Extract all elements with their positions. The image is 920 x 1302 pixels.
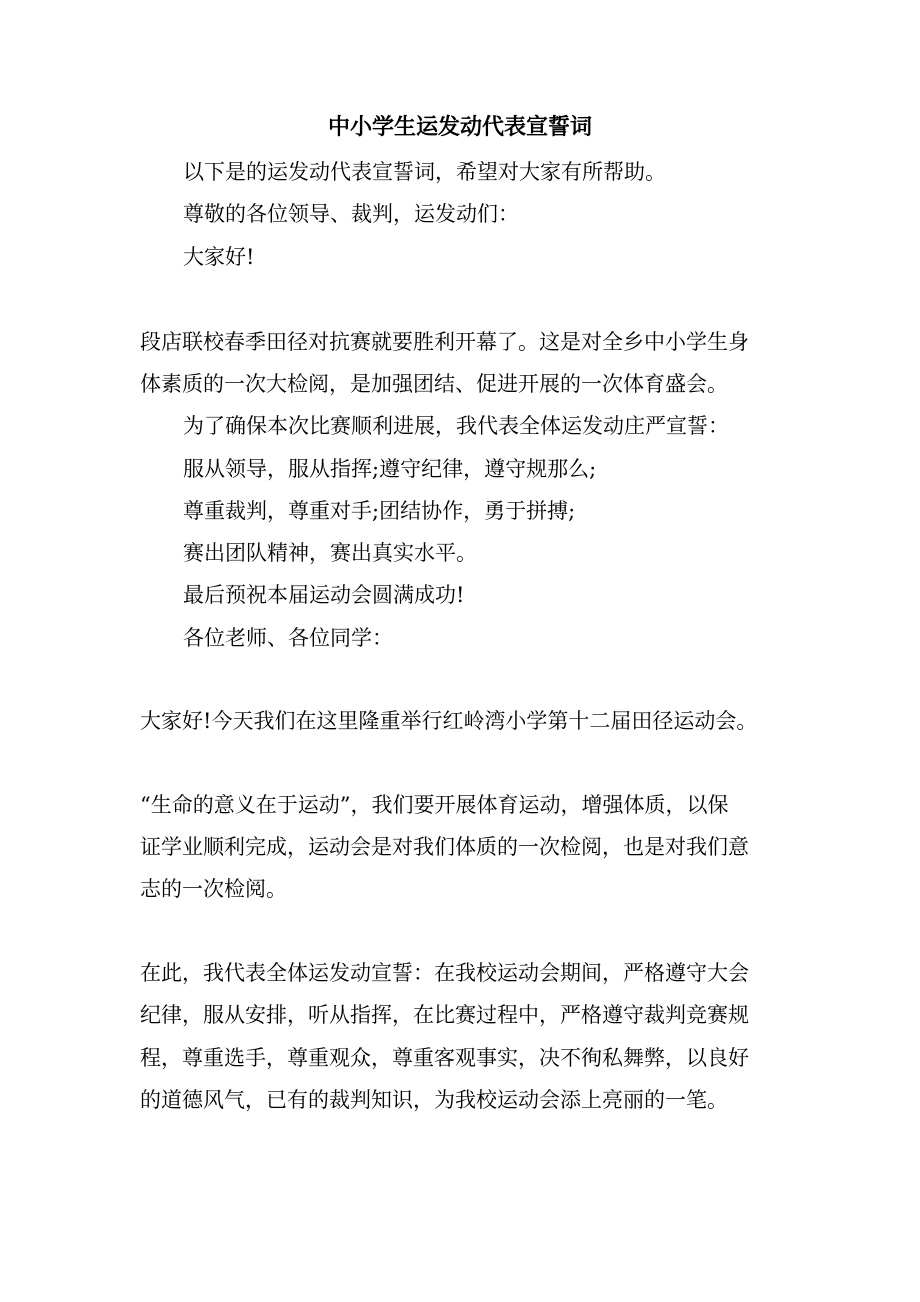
paragraph-line: 的道德风气，已有的裁判知识，为我校运动会添上亮丽的一笔。 — [140, 1088, 728, 1112]
paragraph-line: 纪律，服从安排，听从指挥，在比赛过程中，严格遵守裁判竞赛规 — [140, 1003, 749, 1027]
paragraph-line: 体素质的一次大检阅，是加强团结、促进开展的一次体育盛会。 — [140, 372, 728, 396]
document-title: 中小学生运发动代表宣誓词 — [327, 115, 592, 140]
paragraph-line: 尊敬的各位领导、裁判，运发动们： — [183, 202, 519, 226]
paragraph-line: 赛出团队精神，赛出真实水平。 — [183, 541, 477, 565]
paragraph-line: 大家好! — [183, 245, 255, 269]
paragraph-line: 程，尊重选手，尊重观众，尊重客观事实，决不徇私舞弊，以良好 — [140, 1046, 749, 1070]
paragraph-line: 以下是的运发动代表宣誓词，希望对大家有所帮助。 — [183, 160, 666, 184]
paragraph-line: 大家好!今天我们在这里隆重举行红岭湾小学第十二届田径运动会。 — [140, 709, 758, 733]
paragraph-line: 志的一次检阅。 — [140, 877, 287, 901]
paragraph-line: “生命的意义在于运动”，我们要开展体育运动，增强体质，以保 — [140, 793, 729, 817]
paragraph-line: 段店联校春季田径对抗赛就要胜利开幕了。这是对全乡中小学生身 — [140, 330, 749, 354]
paragraph-line: 尊重裁判，尊重对手;团结协作，勇于拼搏; — [183, 499, 576, 523]
paragraph-line: 最后预祝本届运动会圆满成功! — [183, 583, 465, 607]
paragraph-line: 各位老师、各位同学： — [183, 626, 393, 650]
paragraph-line: 在此，我代表全体运发动宣誓：在我校运动会期间，严格遵守大会 — [140, 961, 749, 985]
paragraph-line: 服从领导，服从指挥;遵守纪律，遵守规那么; — [183, 457, 597, 481]
paragraph-line: 为了确保本次比赛顺利进展，我代表全体运发动庄严宣誓： — [183, 414, 729, 438]
paragraph-line: 证学业顺利完成，运动会是对我们体质的一次检阅，也是对我们意 — [140, 835, 749, 859]
